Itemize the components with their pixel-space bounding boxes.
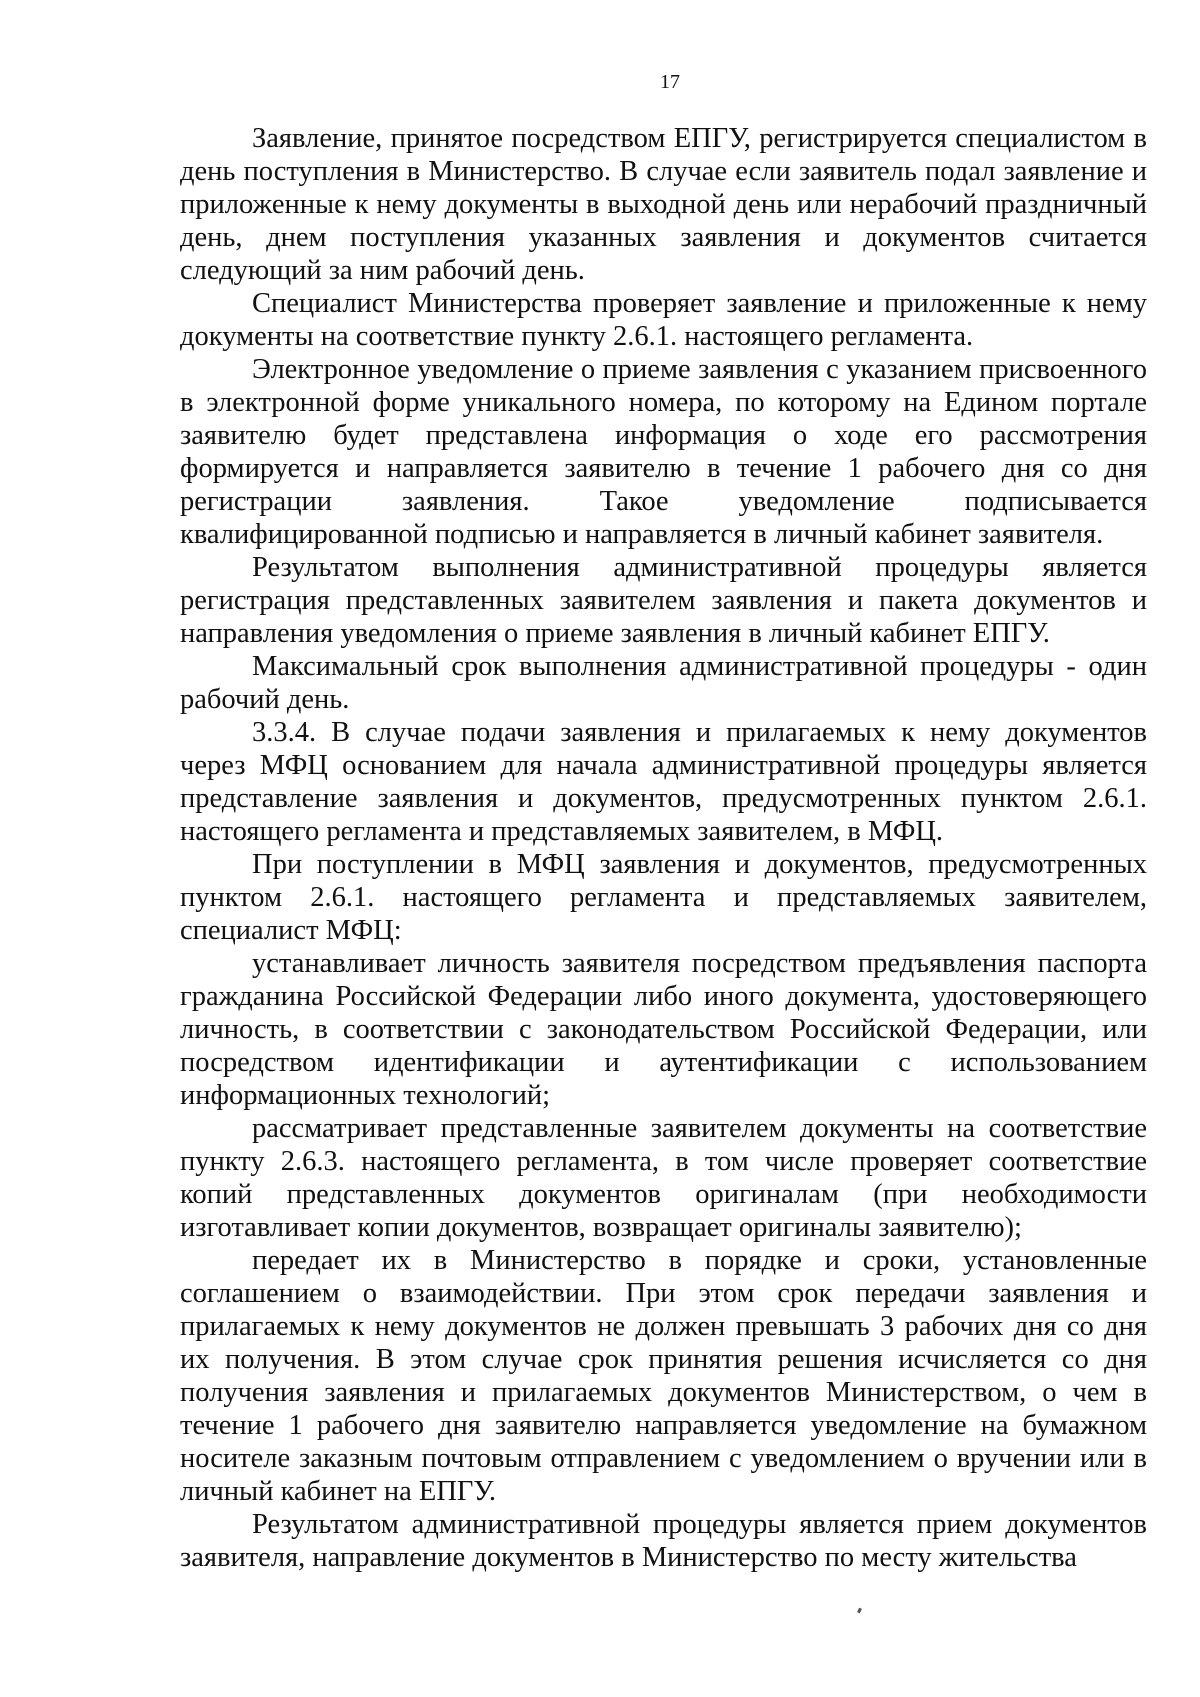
page-number: 17 — [660, 71, 680, 93]
paragraph-procedure-result: Результатом выполнения административной процедуры является регистрация представленных заявителем заявления и пакета документов и направления уведомления о приеме заявления в личный кабинет ЕПГУ. — [180, 552, 1147, 649]
paragraph-epgu-registration: Заявление, принятое посредством ЕПГУ, регистрируется специалистом в день поступления в Министерство. В случае если заявитель подал заявление и приложенные к нему документы в выходной день или нерабочий праздничный день, днем поступления указанных заявления и документов считается следующий за ним рабочий день. — [180, 123, 1147, 286]
paragraph-identity-check: устанавливает личность заявителя посредством предъявления паспорта гражданина Российской Федерации либо иного документа, удостоверяющего личность, в соответствии с законодательством Российской Федерации, или посредством идентификации и аутентификации с использованием информационных технологий; — [180, 948, 1147, 1111]
paragraph-mfc-receipt: При поступлении в МФЦ заявления и документов, предусмотренных пунктом 2.6.1. настоящего регламента и представляемых заявителем, специалист МФЦ: — [180, 849, 1147, 946]
paragraph-max-term: Максимальный срок выполнения административной процедуры - один рабочий день. — [180, 651, 1147, 715]
paragraph-electronic-notice: Электронное уведомление о приеме заявления с указанием присвоенного в электронной форме уникального номера, по которому на Едином портале заявителю будет представлена информация о ходе его рассмотрения формируется и направляется заявителю в течение 1 рабочего дня со дня регистрации заявления. Такое уведомление подписывается квалифицированной подписью и направляется в личный кабинет заявителя. — [180, 354, 1147, 550]
paragraph-3-3-4: 3.3.4. В случае подачи заявления и прилагаемых к нему документов через МФЦ основанием для начала административной процедуры является представление заявления и документов, предусмотренных пунктом 2.6.1. настоящего регламента и представляемых заявителем, в МФЦ. — [180, 717, 1147, 847]
paragraph-ministry-check: Специалист Министерства проверяет заявление и приложенные к нему документы на соответствие пункту 2.6.1. настоящего регламента. — [180, 288, 1147, 352]
paragraph-document-review: рассматривает представленные заявителем документы на соответствие пункту 2.6.3. настоящего регламента, в том числе проверяет соответствие копий представленных документов оригиналам (при необходимости изготавливает копии документов, возвращает оригиналы заявителю); — [180, 1113, 1147, 1243]
paragraph-transfer-to-ministry: передает их в Министерство в порядке и сроки, установленные соглашением о взаимодействии. При этом срок передачи заявления и прилагаемых к нему документов не должен превышать 3 рабочих дня со дня их получения. В этом случае срок принятия решения исчисляется со дня получения заявления и прилагаемых документов Министерством, о чем в течение 1 рабочего дня заявителю направляется уведомление на бумажном носителе заказным почтовым отправлением с уведомлением о вручении или в личный кабинет на ЕПГУ. — [180, 1245, 1147, 1507]
document-body — [180, 122, 1147, 1574]
scan-speck — [857, 1608, 862, 1614]
paragraph-mfc-result: Результатом административной процедуры является прием документов заявителя, направление документов в Министерство по месту жительства — [180, 1509, 1147, 1573]
